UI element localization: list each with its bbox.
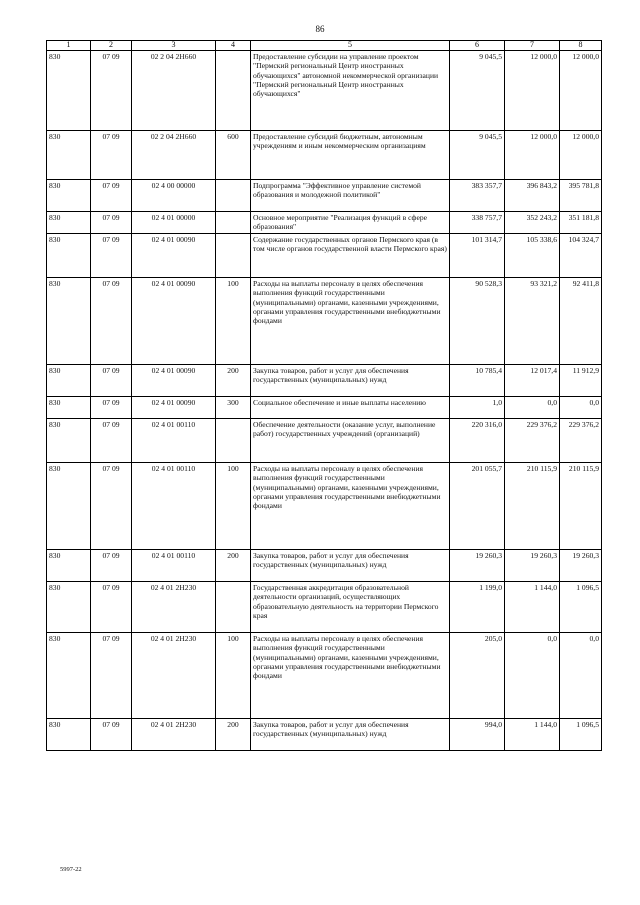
cell-section: 07 09: [91, 234, 132, 278]
cell-ministry: 830: [47, 582, 91, 633]
cell-target-article: 02 4 01 00110: [132, 463, 216, 550]
cell-section: 07 09: [91, 278, 132, 365]
cell-expense-type: 200: [216, 365, 251, 397]
cell-description: Обеспечение деятельности (оказание услуг, выполнение работ) государственных учреждений (организаций): [251, 419, 450, 463]
cell-target-article: 02 4 01 00110: [132, 550, 216, 582]
cell-amount: 12 000,0: [560, 131, 602, 180]
cell-amount: 220 316,0: [450, 419, 505, 463]
cell-ministry: 830: [47, 51, 91, 131]
table-row: [47, 419, 602, 463]
cell-amount: 351 181,8: [560, 212, 602, 234]
cell-amount: 105 338,6: [505, 234, 560, 278]
cell-amount: 12 017,4: [505, 365, 560, 397]
cell-target-article: 02 4 01 00090: [132, 278, 216, 365]
cell-amount: 0,0: [560, 397, 602, 419]
table-row: [47, 212, 602, 234]
column-header: 2: [91, 41, 132, 51]
cell-section: 07 09: [91, 365, 132, 397]
cell-amount: 1 144,0: [505, 719, 560, 751]
cell-section: 07 09: [91, 582, 132, 633]
cell-amount: 12 000,0: [560, 51, 602, 131]
cell-amount: 0,0: [505, 397, 560, 419]
cell-amount: 229 376,2: [505, 419, 560, 463]
budget-table: [46, 40, 602, 751]
column-header: 7: [505, 41, 560, 51]
header-row: [47, 41, 602, 51]
table-row: [47, 397, 602, 419]
cell-description: Предоставление субсидии на управление проектом "Пермский региональный Центр иностранных обучающихся" автономной некоммерческой организации "Пермский региональный Центр иностранных обучающихся": [251, 51, 450, 131]
cell-amount: 396 843,2: [505, 180, 560, 212]
cell-section: 07 09: [91, 550, 132, 582]
cell-amount: 1 144,0: [505, 582, 560, 633]
cell-section: 07 09: [91, 212, 132, 234]
cell-target-article: 02 4 01 2Н230: [132, 719, 216, 751]
cell-description: Расходы на выплаты персоналу в целях обеспечения выполнения функций государственными (муниципальными) органами, казенными учреждениями, органами управления государственными внебюджетными фондами: [251, 463, 450, 550]
cell-target-article: 02 4 01 00090: [132, 365, 216, 397]
table-row: [47, 278, 602, 365]
page-number: 86: [315, 24, 325, 34]
cell-target-article: 02 2 04 2Н660: [132, 131, 216, 180]
cell-amount: 90 528,3: [450, 278, 505, 365]
cell-amount: 338 757,7: [450, 212, 505, 234]
column-header: 1: [47, 41, 91, 51]
cell-amount: 395 781,8: [560, 180, 602, 212]
cell-amount: 383 357,7: [450, 180, 505, 212]
cell-amount: 201 055,7: [450, 463, 505, 550]
cell-ministry: 830: [47, 419, 91, 463]
cell-amount: 229 376,2: [560, 419, 602, 463]
table-row: [47, 365, 602, 397]
cell-amount: 1 199,0: [450, 582, 505, 633]
cell-target-article: 02 4 01 00000: [132, 212, 216, 234]
cell-expense-type: [216, 212, 251, 234]
cell-amount: 10 785,4: [450, 365, 505, 397]
cell-description: Содержание государственных органов Пермского края (в том числе органов государственной власти Пермского края): [251, 234, 450, 278]
table-row: [47, 180, 602, 212]
cell-section: 07 09: [91, 719, 132, 751]
table-row: [47, 582, 602, 633]
cell-amount: 12 000,0: [505, 131, 560, 180]
cell-description: Основное мероприятие "Реализация функций в сфере образования": [251, 212, 450, 234]
cell-amount: 352 243,2: [505, 212, 560, 234]
table-body: [47, 51, 602, 751]
table-row: [47, 234, 602, 278]
cell-amount: 11 912,9: [560, 365, 602, 397]
cell-target-article: 02 2 04 2Н660: [132, 51, 216, 131]
table-row: [47, 131, 602, 180]
cell-expense-type: 200: [216, 719, 251, 751]
cell-ministry: 830: [47, 180, 91, 212]
cell-section: 07 09: [91, 180, 132, 212]
cell-expense-type: [216, 582, 251, 633]
cell-expense-type: 600: [216, 131, 251, 180]
cell-amount: 92 411,8: [560, 278, 602, 365]
cell-section: 07 09: [91, 51, 132, 131]
cell-section: 07 09: [91, 633, 132, 719]
cell-description: Закупка товаров, работ и услуг для обеспечения государственных (муниципальных) нужд: [251, 365, 450, 397]
column-header: 6: [450, 41, 505, 51]
cell-amount: 0,0: [505, 633, 560, 719]
cell-expense-type: [216, 234, 251, 278]
cell-amount: 1 096,5: [560, 719, 602, 751]
cell-description: Предоставление субсидий бюджетным, автономным учреждениям и иным некоммерческим организациям: [251, 131, 450, 180]
cell-expense-type: 100: [216, 463, 251, 550]
cell-description: Расходы на выплаты персоналу в целях обеспечения выполнения функций государственными (муниципальными) органами, казенными учреждениями, органами управления государственными внебюджетными фондами: [251, 278, 450, 365]
cell-ministry: 830: [47, 463, 91, 550]
cell-amount: 104 324,7: [560, 234, 602, 278]
cell-target-article: 02 4 00 00000: [132, 180, 216, 212]
cell-amount: 19 260,3: [505, 550, 560, 582]
cell-expense-type: [216, 180, 251, 212]
cell-target-article: 02 4 01 2Н230: [132, 633, 216, 719]
table-row: [47, 719, 602, 751]
cell-ministry: 830: [47, 365, 91, 397]
cell-amount: 93 321,2: [505, 278, 560, 365]
cell-description: Расходы на выплаты персоналу в целях обеспечения выполнения функций государственными (муниципальными) органами, казенными учреждениями, органами управления государственными внебюджетными фондами: [251, 633, 450, 719]
cell-ministry: 830: [47, 550, 91, 582]
cell-target-article: 02 4 01 00090: [132, 397, 216, 419]
cell-amount: 12 000,0: [505, 51, 560, 131]
cell-amount: 1 096,5: [560, 582, 602, 633]
cell-amount: 1,0: [450, 397, 505, 419]
cell-expense-type: 100: [216, 278, 251, 365]
table-row: [47, 550, 602, 582]
column-header: 4: [216, 41, 251, 51]
cell-expense-type: 200: [216, 550, 251, 582]
cell-expense-type: [216, 51, 251, 131]
cell-ministry: 830: [47, 212, 91, 234]
cell-ministry: 830: [47, 719, 91, 751]
cell-ministry: 830: [47, 131, 91, 180]
cell-amount: 9 045,5: [450, 51, 505, 131]
cell-expense-type: 300: [216, 397, 251, 419]
cell-target-article: 02 4 01 2Н230: [132, 582, 216, 633]
cell-section: 07 09: [91, 397, 132, 419]
cell-section: 07 09: [91, 419, 132, 463]
cell-ministry: 830: [47, 278, 91, 365]
cell-amount: 101 314,7: [450, 234, 505, 278]
cell-description: Подпрограмма "Эффективное управление системой образования и молодежной политикой": [251, 180, 450, 212]
cell-target-article: 02 4 01 00110: [132, 419, 216, 463]
cell-section: 07 09: [91, 463, 132, 550]
cell-amount: 0,0: [560, 633, 602, 719]
cell-ministry: 830: [47, 234, 91, 278]
cell-amount: 210 115,9: [505, 463, 560, 550]
table-row: [47, 463, 602, 550]
cell-expense-type: [216, 419, 251, 463]
cell-description: Государственная аккредитация образовательной деятельности организаций, осуществляющих образовательную деятельность на территории Пермского края: [251, 582, 450, 633]
column-header: 3: [132, 41, 216, 51]
cell-amount: 994,0: [450, 719, 505, 751]
cell-amount: 19 260,3: [450, 550, 505, 582]
cell-description: Социальное обеспечение и иные выплаты населению: [251, 397, 450, 419]
cell-target-article: 02 4 01 00090: [132, 234, 216, 278]
column-header: 8: [560, 41, 602, 51]
table-row: [47, 633, 602, 719]
cell-description: Закупка товаров, работ и услуг для обеспечения государственных (муниципальных) нужд: [251, 719, 450, 751]
cell-description: Закупка товаров, работ и услуг для обеспечения государственных (муниципальных) нужд: [251, 550, 450, 582]
cell-section: 07 09: [91, 131, 132, 180]
cell-amount: 19 260,3: [560, 550, 602, 582]
cell-amount: 9 045,5: [450, 131, 505, 180]
table-row: [47, 51, 602, 131]
cell-ministry: 830: [47, 397, 91, 419]
column-header: 5: [251, 41, 450, 51]
cell-expense-type: 100: [216, 633, 251, 719]
cell-ministry: 830: [47, 633, 91, 719]
cell-amount: 210 115,9: [560, 463, 602, 550]
footer-code: 5997-22: [60, 866, 82, 873]
cell-amount: 205,0: [450, 633, 505, 719]
